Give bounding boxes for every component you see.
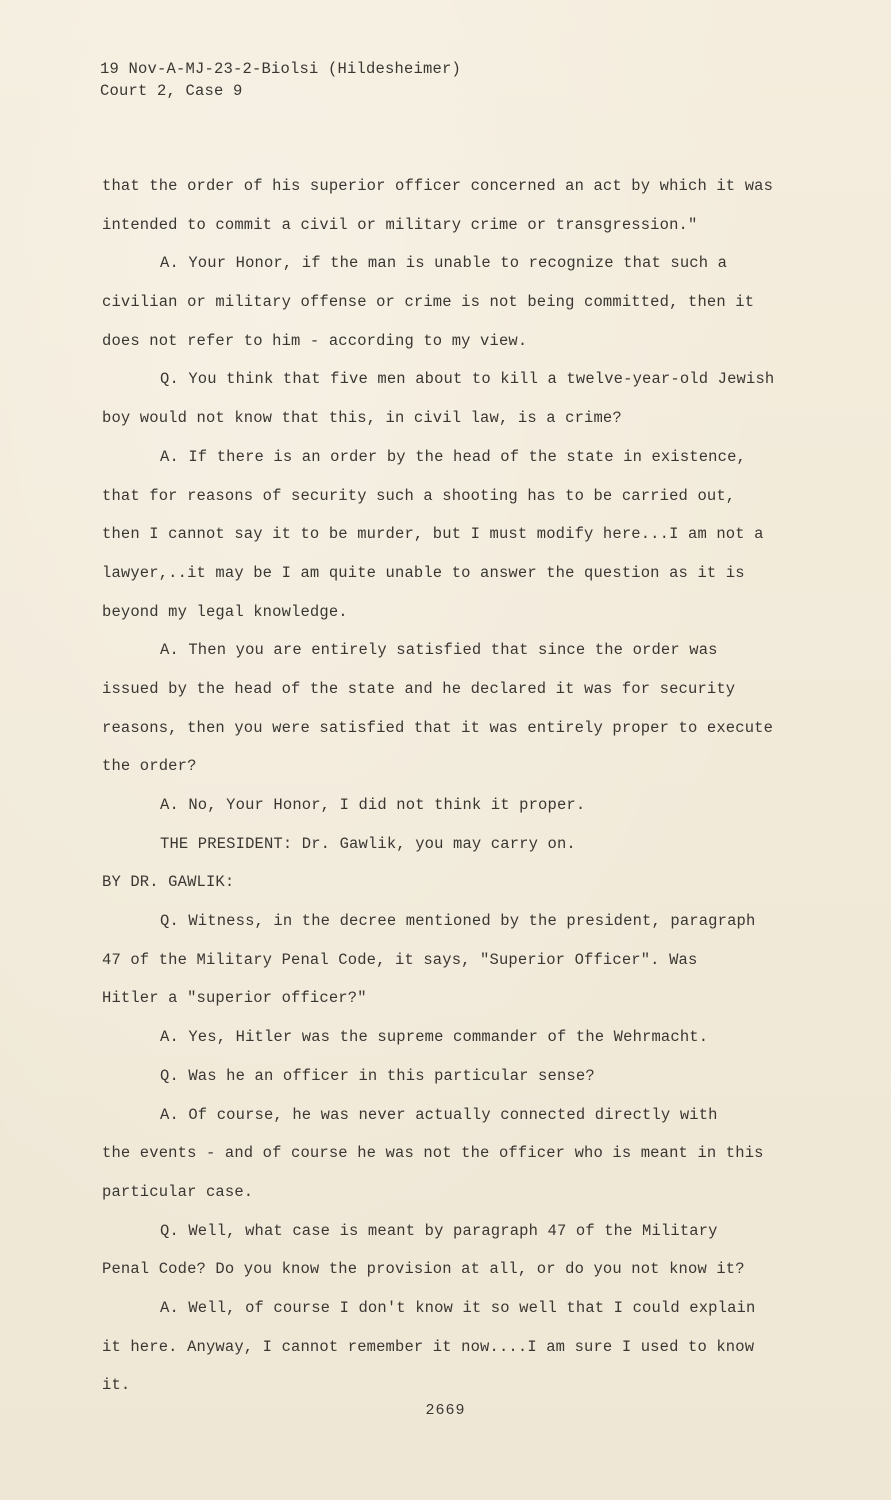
transcript-line: A. Your Honor, if the man is unable to recognize that such a (160, 254, 728, 273)
transcript-line: it. (102, 1376, 131, 1395)
transcript-line: A. If there is an order by the head of the state in existence, (160, 447, 746, 466)
transcript-line: Q. Well, what case is meant by paragraph 47 of the Military (160, 1221, 718, 1240)
transcript-line: issued by the head of the state and he declared it was for security (102, 679, 736, 698)
transcript-line: Q. Was he an officer in this particular sense? (160, 1066, 595, 1085)
transcript-line: Hitler a "superior officer?" (102, 989, 367, 1008)
transcript-body (102, 167, 802, 1405)
transcript-line: Q. Witness, in the decree mentioned by the president, paragraph (160, 912, 756, 931)
document-header (100, 58, 461, 102)
transcript-line: BY DR. GAWLIK: (102, 873, 235, 892)
transcript-line: the events - and of course he was not the officer who is meant in this (102, 1144, 764, 1163)
transcript-line: intended to commit a civil or military crime or transgression." (102, 215, 698, 234)
transcript-line: beyond my legal knowledge. (102, 602, 348, 621)
transcript-line: A. Then you are entirely satisfied that since the order was (160, 641, 718, 660)
header-case-reference: 19 Nov-A-MJ-23-2-Biolsi (Hildesheimer) (100, 60, 462, 78)
header-court-case: Court 2, Case 9 (100, 82, 243, 100)
transcript-line: it here. Anyway, I cannot remember it now....I am sure I used to know (102, 1337, 755, 1356)
transcript-line: the order? (102, 757, 197, 776)
transcript-line: Q. You think that five men about to kill a twelve-year-old Jewish (160, 370, 775, 389)
transcript-line: does not refer to him - according to my view. (102, 331, 528, 350)
page-number: 2669 (425, 1402, 466, 1419)
transcript-line: then I cannot say it to be murder, but I must modify here...I am not a (102, 525, 764, 544)
transcript-line: lawyer,..it may be I am quite unable to answer the question as it is (102, 563, 745, 582)
transcript-line: boy would not know that this, in civil law, is a crime? (102, 409, 622, 428)
transcript-line: A. Yes, Hitler was the supreme commander of the Wehrmacht. (160, 1028, 709, 1047)
transcript-line: A. Well, of course I don't know it so well that I could explain (160, 1298, 756, 1317)
transcript-line: THE PRESIDENT: Dr. Gawlik, you may carry on. (160, 834, 576, 853)
transcript-line: Penal Code? Do you know the provision at all, or do you not know it? (102, 1260, 745, 1279)
transcript-line: A. Of course, he was never actually connected directly with (160, 1105, 718, 1124)
transcript-line: that for reasons of security such a shooting has to be carried out, (102, 486, 736, 505)
transcript-line: reasons, then you were satisfied that it was entirely proper to execute (102, 718, 774, 737)
transcript-line: A. No, Your Honor, I did not think it proper. (160, 796, 586, 814)
transcript-line: particular case. (102, 1182, 254, 1201)
transcript-line: 47 of the Military Penal Code, it says, "Superior Officer". Was (102, 950, 698, 969)
transcript-line: civilian or military offense or crime is not being committed, then it (102, 293, 755, 312)
transcript-line: that the order of his superior officer concerned an act by which it was (102, 177, 774, 195)
